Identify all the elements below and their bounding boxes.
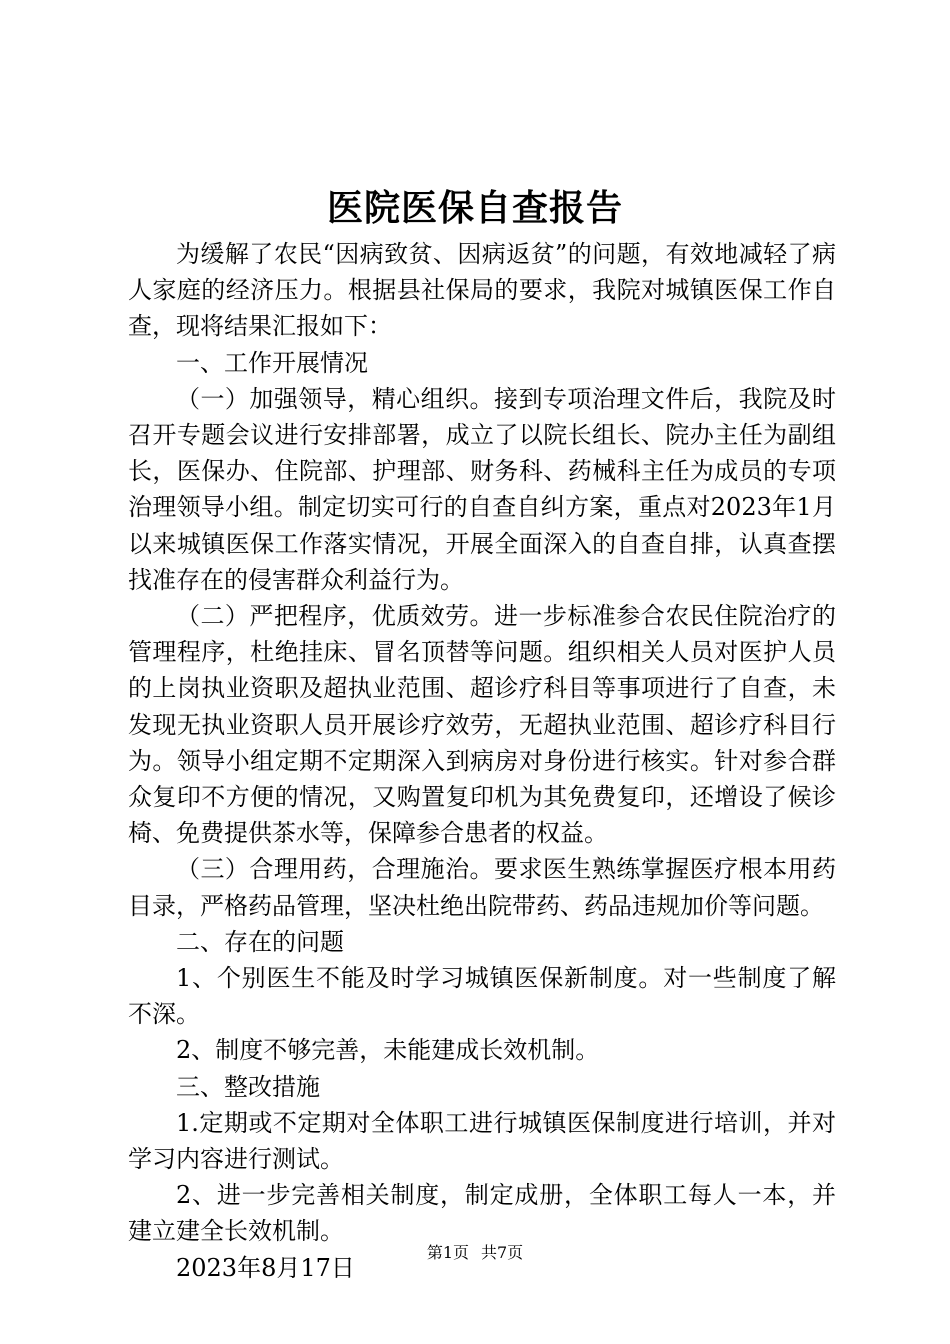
section-heading-2: 二、存在的问题 — [176, 927, 344, 956]
paragraph-leadership: （一）加强领导，精心组织。接到专项治理文件后，我院及时召开专题会议进行安排部署，成立了以院长组长、院办主任为副组长，医保办、住院部、护理部、财务科、药械科主任为成员的专项治理领导小组。制定切实可行的自查自纠方案，重点对2023年1月以来城镇医保工作落实情况，开展全面深入的自查自排，认真查摆找准存在的侵害群众利益行为。 — [128, 384, 836, 594]
problem-item-1: 1、个别医生不能及时学习城镇医保新制度。对一些制度了解不深。 — [128, 964, 836, 1029]
measure-item-2: 2、进一步完善相关制度，制定成册，全体职工每人一本，并建立建全长效机制。 — [128, 1181, 836, 1246]
page-current: 第1页 — [426, 1243, 469, 1262]
page-footer — [0, 1241, 950, 1265]
measure-item-1: 1.定期或不定期对全体职工进行城镇医保制度进行培训，并对学习内容进行测试。 — [128, 1108, 836, 1174]
problem-item-2: 2、制度不够完善，未能建成长效机制。 — [176, 1036, 600, 1065]
document-title: 医院医保自查报告 — [326, 187, 623, 229]
paragraph-procedure: （二）严把程序，优质效劳。进一步标准参合农民住院治疗的管理程序，杜绝挂床、冒名顶替等问题。组织相关人员对医护人员的上岗执业资职及超执业范围、超诊疗科目等事项进行了自查，未发现无执业资职人员开展诊疗效劳，无超执业范围、超诊疗科目行为。领导小组定期不定期深入到病房对身份进行核实。针对参合群众复印不方便的情况，又购置复印机为其免费复印，还增设了候诊椅、免费提供茶水等，保障参合患者的权益。 — [128, 602, 836, 848]
section-heading-3: 三、整改措施 — [176, 1072, 320, 1101]
document-body — [128, 236, 836, 1286]
paragraph-medication: （三）合理用药，合理施治。要求医生熟练掌握医疗根本用药目录，严格药品管理，坚决杜绝出院带药、药品违规加价等问题。 — [128, 855, 836, 920]
page-total: 共7页 — [481, 1243, 524, 1262]
document-date: 2023年8月17日 — [176, 1253, 355, 1282]
intro-paragraph: 为缓解了农民“因病致贫、因病返贫”的问题，有效地减轻了病人家庭的经济压力。根据县社保局的要求，我院对城镇医保工作自查，现将结果汇报如下： — [128, 240, 836, 341]
section-heading-1: 一、工作开展情况 — [176, 348, 368, 377]
